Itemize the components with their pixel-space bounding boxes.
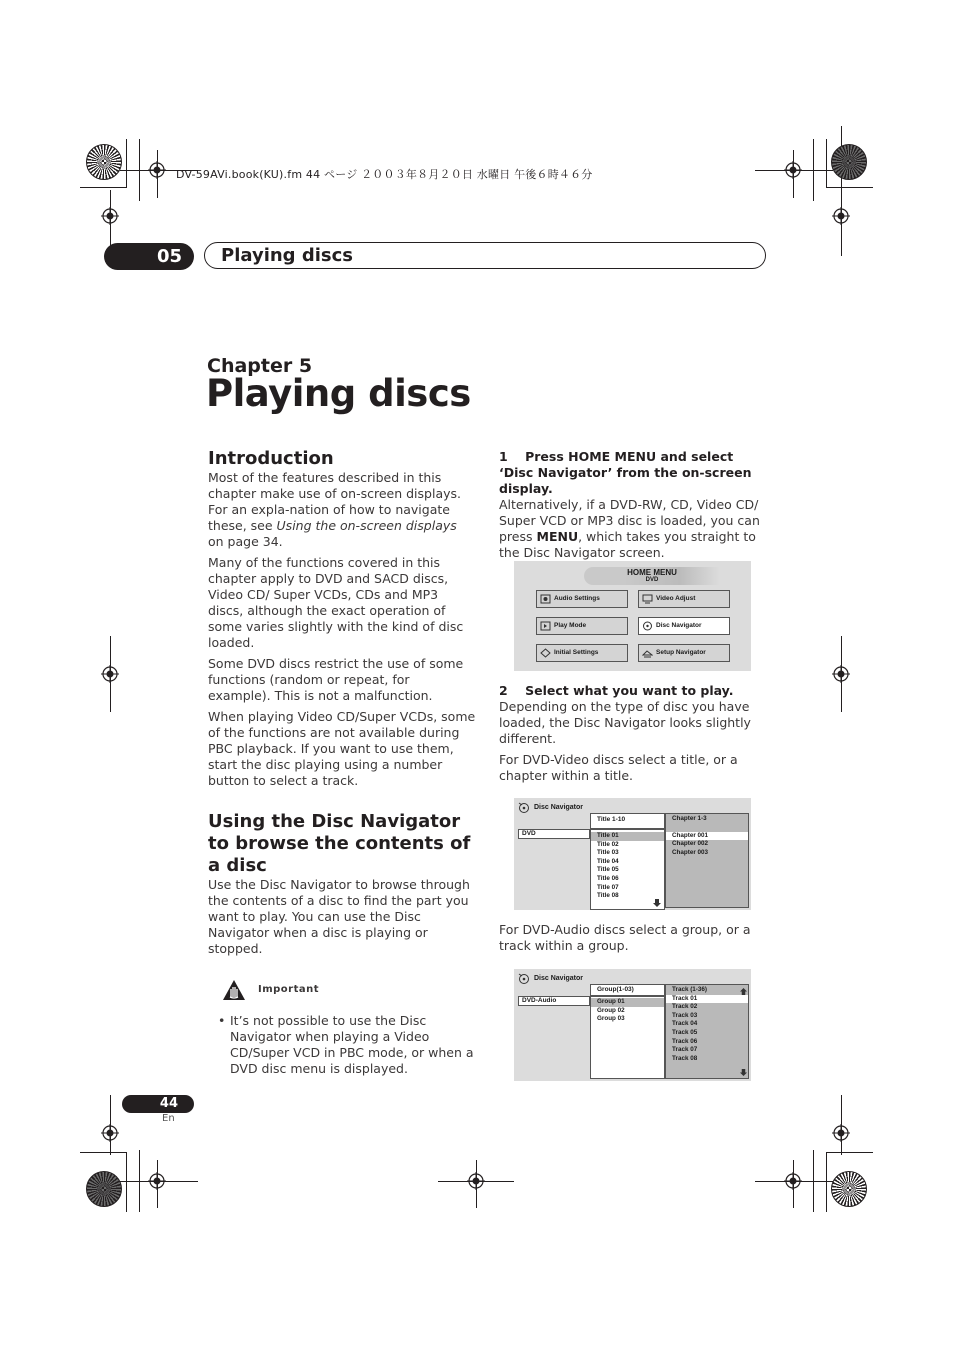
track-list-header: Track (1-36)	[672, 986, 708, 993]
group-item[interactable]: Group 02	[597, 1006, 625, 1014]
title-item[interactable]: Title 02	[597, 840, 619, 848]
title-item[interactable]: Title 01	[591, 832, 664, 841]
disc-navigator-label: Disc Navigator	[656, 622, 702, 629]
track-item[interactable]: Track 02	[672, 1003, 698, 1011]
step-1-body	[499, 497, 767, 561]
intro-paragraph-3: Some DVD discs restrict the use of some functions (random or repeat, for example). This is not a malfunction.	[208, 656, 464, 703]
scroll-up-arrow-icon[interactable]	[740, 988, 747, 995]
color-target-icon	[831, 144, 867, 180]
registration-mark-icon	[832, 207, 850, 225]
page-number: 44	[122, 1095, 194, 1113]
bullet-point: •	[218, 1013, 226, 1028]
audio-settings-button[interactable]	[536, 590, 628, 608]
intro-paragraph-1	[208, 470, 476, 550]
track-item[interactable]: Track 04	[672, 1020, 698, 1028]
video-adjust-label: Video Adjust	[656, 595, 696, 602]
right-column	[499, 449, 767, 566]
dvd-audio-navigator-screen	[514, 969, 751, 1081]
group-item[interactable]: Group 01	[591, 998, 664, 1007]
track-items	[666, 995, 748, 1064]
registration-mark-icon	[467, 1172, 485, 1190]
track-item[interactable]: Track 03	[672, 1011, 698, 1019]
intro-paragraph-4: When playing Video CD/Super VCDs, some of the functions are not available during PBC playback. If you want to use them, start the disc playing using a number button to select a track.	[208, 709, 476, 788]
title-item[interactable]: Title 05	[597, 866, 619, 874]
disc-navigator-paragraph: Use the Disc Navigator to browse through the contents of a disc to find the part you want to play. You can use the Disc Navigator when a disc is playing or stopped.	[208, 877, 470, 956]
cross-reference: Using the on-screen displays	[276, 518, 457, 533]
step-2-heading: 2 Select what you want to play.	[499, 683, 734, 698]
disc-navigator-icon	[518, 973, 530, 984]
page-title: Playing discs	[206, 372, 471, 415]
left-column	[208, 448, 476, 1077]
chapter-item[interactable]: Chapter 002	[672, 840, 709, 848]
intro-p1-page: on page 34.	[208, 534, 283, 549]
home-menu-screen	[514, 561, 751, 671]
title-item[interactable]: Title 04	[597, 857, 619, 865]
important-label: Important	[258, 984, 320, 995]
home-menu-title: HOME MENU	[627, 568, 677, 577]
play-mode-button[interactable]	[536, 617, 628, 635]
running-header-title: Playing discs	[204, 242, 766, 269]
step-1-text: Alternatively, if a DVD-RW, CD, Video CD/ Super VCD or MP3 disc is loaded, you can press	[499, 497, 760, 544]
disc-type-field: DVD	[518, 829, 590, 839]
monitor-icon	[642, 594, 653, 604]
settings-icon	[540, 648, 551, 658]
dvd-audio-instruction: For DVD-Audio discs select a group, or a track within a group.	[499, 922, 751, 953]
dvd-audio-instruction-block	[499, 922, 767, 959]
video-adjust-button[interactable]	[638, 590, 730, 608]
important-bullet-text: It’s not possible to use the Disc Navigator when playing a Video CD/Super VCD in PBC mode, or when a DVD disc menu is displayed.	[230, 1013, 474, 1076]
registration-mark-icon	[832, 1124, 850, 1142]
title-list	[590, 829, 665, 910]
chapter-items	[666, 832, 748, 858]
scroll-down-arrow-icon[interactable]	[740, 1069, 747, 1076]
step-1-heading: 1 Press HOME MENU and select ‘Disc Navigator’ from the on-screen display.	[499, 449, 756, 496]
scroll-down-arrow-icon[interactable]	[653, 899, 661, 907]
track-list	[665, 984, 749, 1079]
initial-settings-label: Initial Settings	[554, 649, 599, 656]
intro-p1-text: Most of the features described in this chapter make use of on-screen displays. For an expla-nation of how to navigate these, see	[208, 470, 461, 533]
play-mode-icon	[540, 621, 551, 631]
disc-type-field: DVD-Audio	[518, 996, 590, 1006]
step-2-body: Depending on the type of disc you have loaded, the Disc Navigator looks slightly different.	[499, 699, 751, 746]
registration-mark-icon	[832, 665, 850, 683]
track-item[interactable]: Track 01	[666, 995, 748, 1004]
track-item[interactable]: Track 07	[672, 1046, 698, 1054]
navigator-title-text: Disc Navigator	[534, 804, 584, 811]
play-mode-label: Play Mode	[554, 622, 587, 629]
setup-navigator-button[interactable]	[638, 644, 730, 662]
page-language: En	[162, 1113, 175, 1124]
setup-navigator-label: Setup Navigator	[656, 649, 706, 656]
disc-navigator-icon	[642, 621, 653, 631]
title-item[interactable]: Title 06	[597, 874, 619, 882]
chapter-item[interactable]: Chapter 003	[672, 848, 709, 856]
introduction-heading: Introduction	[208, 448, 334, 469]
intro-paragraph-2: Many of the functions covered in this chapter apply to DVD and SACD discs, Video CD/ Super VCDs, CDs and MP3 discs, although the exact operation of some varies slightly with the kind of disc loaded.	[208, 555, 464, 650]
right-column-step-2	[499, 683, 767, 789]
chapter-list	[665, 813, 749, 908]
navigator-title-text: Disc Navigator	[534, 975, 584, 982]
disc-navigator-button[interactable]	[638, 617, 730, 635]
chapter-label: Chapter 5	[207, 355, 313, 377]
speaker-icon	[540, 594, 551, 604]
registration-mark-icon	[784, 161, 802, 179]
audio-settings-label: Audio Settings	[554, 595, 600, 602]
print-header: DV-59AVi.book(KU).fm 44 ページ ２００３年８月２０日 水曜日 午後６時４６分	[176, 168, 593, 181]
registration-mark-icon	[101, 1124, 119, 1142]
title-items	[591, 832, 664, 901]
home-menu-subtitle: DVD	[645, 577, 659, 583]
track-item[interactable]: Track 06	[672, 1037, 698, 1045]
track-item[interactable]: Track 08	[672, 1054, 698, 1062]
color-target-icon	[86, 144, 122, 180]
color-target-icon	[86, 1171, 122, 1207]
navigator-title	[518, 802, 583, 813]
step-1-text-end: , which takes you straight to the Disc Navigator screen.	[499, 529, 756, 560]
title-item[interactable]: Title 08	[597, 892, 619, 900]
setup-navigator-icon	[642, 648, 653, 658]
registration-mark-icon	[148, 1172, 166, 1190]
chapter-number-tab: 05	[104, 243, 194, 270]
registration-mark-icon	[148, 161, 166, 179]
chapter-list-header: Chapter 1-3	[672, 815, 707, 822]
registration-mark-icon	[784, 1172, 802, 1190]
title-item[interactable]: Title 03	[597, 849, 619, 857]
group-list-header: Group(1-03)	[590, 984, 665, 996]
group-list	[590, 996, 665, 1079]
disc-navigator-icon	[518, 802, 530, 813]
color-target-icon	[831, 1171, 867, 1207]
warning-hand-icon	[222, 979, 246, 1001]
important-notice	[222, 979, 476, 1001]
initial-settings-button[interactable]	[536, 644, 628, 662]
dvd-video-navigator-screen	[514, 798, 751, 910]
title-list-header: Title 1-10	[590, 813, 665, 829]
chapter-item[interactable]: Chapter 001	[666, 832, 748, 841]
navigator-title	[518, 973, 583, 984]
registration-mark-icon	[101, 665, 119, 683]
group-items	[591, 998, 664, 1024]
menu-key-label: MENU	[536, 529, 579, 544]
title-item[interactable]: Title 07	[597, 883, 619, 891]
important-bullet	[208, 1013, 476, 1077]
track-item[interactable]: Track 05	[672, 1028, 698, 1036]
home-menu-header	[584, 567, 720, 585]
dvd-video-instruction: For DVD-Video discs select a title, or a chapter within a title.	[499, 752, 738, 783]
registration-mark-icon	[101, 207, 119, 225]
group-item[interactable]: Group 03	[597, 1015, 625, 1023]
disc-navigator-heading: Using the Disc Navigator to browse the contents of a disc	[208, 811, 471, 876]
